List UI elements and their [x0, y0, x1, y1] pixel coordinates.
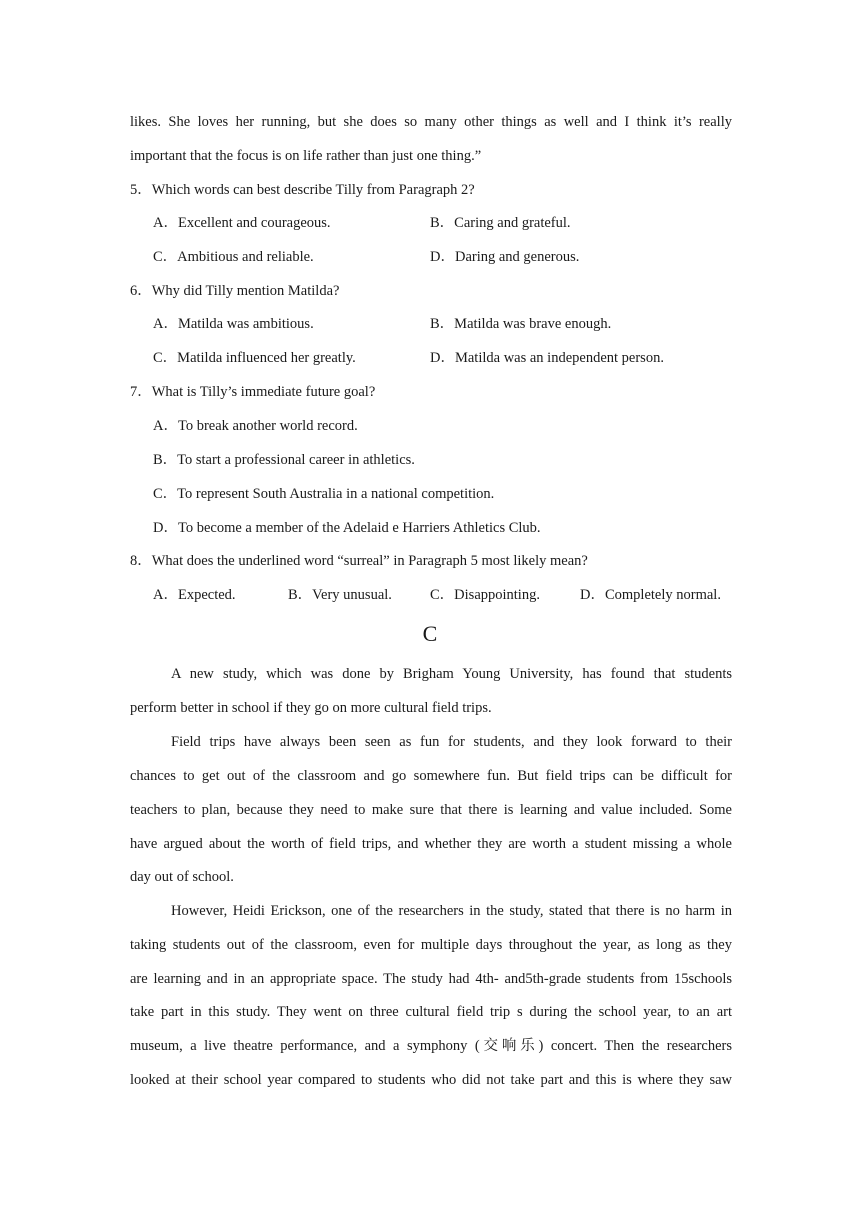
option-b: B．To start a professional career in athletics.	[153, 452, 415, 468]
question-stem: 8．What does the underlined word “surreal” in Paragraph 5 most likely mean?	[130, 553, 588, 569]
passage-line: looked at their school year compared to students who did not take part and this is where they saw	[130, 1072, 732, 1088]
option-c: C．Disappointing.	[430, 587, 540, 603]
option-c: C．To represent South Australia in a national competition.	[153, 486, 495, 502]
option-c: C．Matilda influenced her greatly.	[153, 350, 356, 366]
option-b: B．Matilda was brave enough.	[430, 316, 612, 332]
option-a: A．Matilda was ambitious.	[153, 316, 314, 332]
passage-line: have argued about the worth of field trips, and whether they are worth a student missing a whole	[130, 836, 732, 852]
option-d: D．Daring and generous.	[430, 249, 580, 265]
passage-line: are learning and in an appropriate space. The study had 4th- and5th-grade students from 15schools	[130, 971, 732, 987]
question-stem: 5．Which words can best describe Tilly from Paragraph 2?	[130, 182, 475, 198]
option-b: B．Caring and grateful.	[430, 215, 571, 231]
passage-line: museum, a live theatre performance, and a symphony (交响乐) concert. Then the researchers	[130, 1038, 732, 1054]
option-a: A．To break another world record.	[153, 418, 358, 434]
option-a: A．Excellent and courageous.	[153, 215, 331, 231]
passage-line: important that the focus is on life rather than just one thing.”	[130, 148, 482, 164]
question-stem: 7．What is Tilly’s immediate future goal?	[130, 384, 376, 400]
passage-line: teachers to plan, because they need to make sure that there is learning and value included. Some	[130, 802, 732, 818]
option-c: C．Ambitious and reliable.	[153, 249, 314, 265]
option-b: B．Very unusual.	[288, 587, 392, 603]
passage-line: take part in this study. They went on three cultural field trip s during the school year, to an art	[130, 1004, 732, 1020]
passage-line: perform better in school if they go on more cultural field trips.	[130, 700, 492, 716]
passage-line: However, Heidi Erickson, one of the researchers in the study, stated that there is no harm in	[171, 903, 732, 919]
passage-line: chances to get out of the classroom and go somewhere fun. But field trips can be difficult for	[130, 768, 732, 784]
option-d: D．Completely normal.	[580, 587, 721, 603]
passage-line: taking students out of the classroom, even for multiple days throughout the year, as long as they	[130, 937, 732, 953]
option-d: D．Matilda was an independent person.	[430, 350, 664, 366]
passage-line: likes. She loves her running, but she does so many other things as well and I think it’s really	[130, 114, 732, 130]
passage-line: Field trips have always been seen as fun for students, and they look forward to their	[171, 734, 732, 750]
passage-line: day out of school.	[130, 869, 234, 885]
section-heading: C	[422, 621, 438, 646]
option-a: A．Expected.	[153, 587, 236, 603]
option-d: D．To become a member of the Adelaid e Harriers Athletics Club.	[153, 520, 541, 536]
question-stem: 6．Why did Tilly mention Matilda?	[130, 283, 340, 299]
passage-line: A new study, which was done by Brigham Young University, has found that students	[171, 666, 732, 682]
